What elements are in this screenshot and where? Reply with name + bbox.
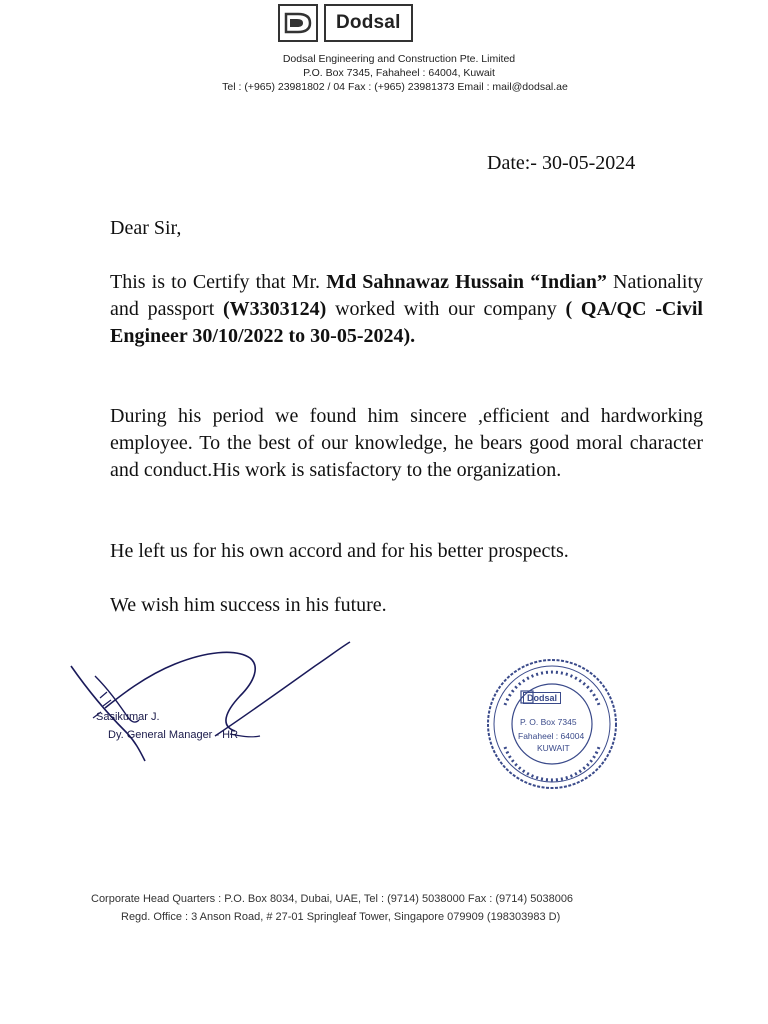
letterhead bbox=[0, 0, 768, 100]
company-address: P.O. Box 7345, Fahaheel : 64004, Kuwait bbox=[303, 67, 495, 79]
brand-name: Dodsal bbox=[324, 4, 413, 42]
letter-date: Date:- 30-05-2024 bbox=[487, 152, 636, 174]
certificate-paragraph bbox=[110, 269, 703, 350]
wishes-paragraph: We wish him success in his future. bbox=[110, 594, 387, 616]
handwritten-signature bbox=[65, 636, 365, 776]
departure-paragraph: He left us for his own accord and for his better prospects. bbox=[110, 540, 569, 562]
dodsal-logo-icon bbox=[278, 4, 318, 42]
seal-pobox: P. O. Box 7345 bbox=[520, 717, 577, 727]
signatory-name: Sasikumar J. bbox=[96, 711, 160, 723]
signatory-title: Dy. General Manager - HR bbox=[108, 729, 239, 741]
footer-registered-office: Regd. Office : 3 Anson Road, # 27-01 Springleaf Tower, Singapore 079909 (198303983 D) bbox=[121, 911, 561, 923]
performance-paragraph: During his period we found him sincere ,efficient and hardworking employee. To the best of our knowledge, he bears good moral character and conduct.His work is satisfactory to the organization. bbox=[110, 405, 703, 481]
seal-brand: Dodsal bbox=[523, 692, 561, 704]
text-worked: worked with our company bbox=[326, 298, 566, 320]
employment-role: ( QA/QC -Civil Engineer 30/10/2022 to 30-05-2024). bbox=[110, 298, 703, 347]
salutation: Dear Sir, bbox=[110, 217, 182, 239]
company-name: Dodsal Engineering and Construction Pte. Limited bbox=[282, 53, 516, 65]
company-logo bbox=[278, 4, 413, 42]
footer-headquarters: Corporate Head Quarters : P.O. Box 8034, Dubai, UAE, Tel : (9714) 5038000 Fax : (9714) 5038006 bbox=[91, 893, 574, 905]
seal-city: Fahaheel : 64004 bbox=[518, 731, 585, 741]
employee-name: Md Sahnawaz Hussain bbox=[326, 271, 525, 293]
text-certify: This is to Certify that Mr. bbox=[110, 271, 327, 293]
passport-number: (W3303124) bbox=[223, 298, 327, 320]
text-nationality: Nationality and passport bbox=[110, 271, 704, 320]
employee-nationality: “Indian” bbox=[530, 271, 607, 293]
company-contact: Tel : (+965) 23981802 / 04 Fax : (+965) 23981373 Email : mail@dodsal.ae bbox=[222, 81, 568, 93]
seal-country: KUWAIT bbox=[537, 743, 570, 753]
